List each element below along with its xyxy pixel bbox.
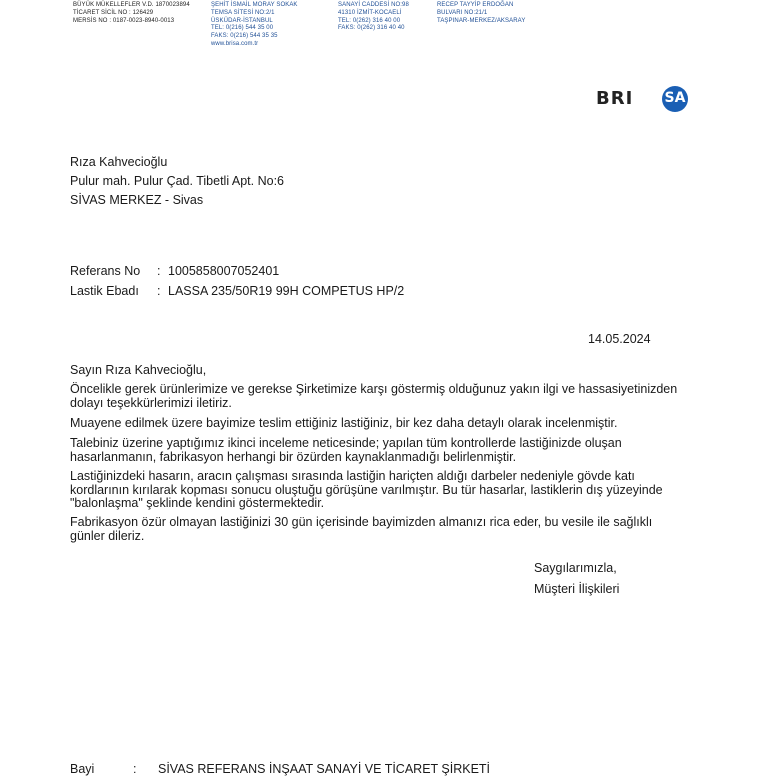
dealer-label: Bayi bbox=[70, 762, 95, 776]
letter-date: 14.05.2024 bbox=[588, 332, 651, 346]
website-line: www.brisa.com.tr bbox=[211, 40, 259, 47]
address-line: ÜSKÜDAR-İSTANBUL bbox=[211, 17, 273, 24]
address-line: TAŞPINAR-MERKEZ/AKSARAY bbox=[437, 17, 526, 24]
dealer-name: SİVAS REFERANS İNŞAAT SANAYİ VE TİCARET ŞİRKETİ bbox=[158, 762, 491, 776]
tire-size-label: Lastik Ebadı bbox=[70, 284, 139, 298]
logo-circle-icon bbox=[662, 86, 688, 112]
paragraph-thanks: Öncelikle gerek ürünlerimize ve gerekse Şirketimize karşı göstermiş olduğunuz yakın ilgi ve hassasiyetinizden dolayı teşekkürlerimizi iletiriz. bbox=[70, 382, 678, 410]
logo-circle-text: SA bbox=[664, 90, 686, 106]
paragraph-inspection: Muayene edilmek üzere bayimize teslim ettiğiniz lastiğiniz, bir kez daha detaylı olarak incelenmiştir. bbox=[70, 416, 618, 430]
recipient-city: SİVAS MERKEZ - Sivas bbox=[70, 193, 204, 207]
reference-colon: : bbox=[157, 264, 161, 278]
trade-registry-line: TİCARET SİCİL NO : 126429 bbox=[73, 9, 154, 16]
tire-size-colon: : bbox=[157, 284, 161, 298]
address-line: SANAYİ CADDESİ NO:98 bbox=[338, 2, 409, 8]
phone-line: TEL: 0(216) 544 35 00 bbox=[211, 25, 274, 32]
paragraph-pickup-request: Fabrikasyon özür olmayan lastiğinizi 30 gün içerisinde bayimizden almanızı rica eder, bu vesile ile sağlıklı günler dileriz. bbox=[70, 515, 653, 543]
letterhead-aksaray-address bbox=[437, 2, 525, 25]
fax-line: FAKS: 0(216) 544 35 35 bbox=[211, 33, 278, 40]
phone-line: TEL: 0(262) 316 40 00 bbox=[338, 17, 401, 24]
address-line: BULVARI NO:21/1 bbox=[437, 9, 488, 16]
brisa-logo bbox=[596, 85, 690, 113]
address-line: RECEP TAYYİP ERDOĞAN bbox=[437, 2, 514, 8]
salutation: Sayın Rıza Kahvecioğlu, bbox=[70, 363, 207, 377]
letterhead-izmit-address bbox=[338, 2, 409, 33]
dealer-colon: : bbox=[133, 762, 137, 776]
logo-text: BRI bbox=[596, 88, 634, 109]
paragraph-result: Talebiniz üzerine yaptığımız ikinci inceleme neticesinde; yapılan tüm kontrollerde lastiğinizde oluşan hasarlanmanın, fabrikasyon herhangi bir özürden kaynaklanmadığı belirlenmiştir. bbox=[70, 436, 622, 464]
recipient-name: Rıza Kahvecioğlu bbox=[70, 155, 168, 169]
tire-size-value: LASSA 235/50R19 99H COMPETUS HP/2 bbox=[168, 284, 405, 298]
paragraph-damage-cause: Lastiğinizdeki hasarın, aracın çalışması sırasında lastiğin hariçten aldığı darbeler nedeniyle gövde katı kordlarının kırılarak kopması sonucu oluştuğu görüşüne varılmıştır. Bu tür hasarlar, lastiklerin dış yüzeyinde "balonlaşma" şeklinde kendini göstermektedir. bbox=[70, 469, 663, 511]
closing-regards: Saygılarımızla, bbox=[534, 561, 617, 575]
tax-office-line: BÜYÜK MÜKELLEFLER V.D. 1870023894 bbox=[73, 2, 190, 8]
address-line: ŞEHİT İSMAİL MORAY SOKAK bbox=[211, 2, 298, 8]
recipient-address: Pulur mah. Pulur Çad. Tibetli Apt. No:6 bbox=[70, 174, 284, 188]
fax-line: FAKS: 0(262) 316 40 40 bbox=[338, 25, 405, 32]
letterhead-istanbul-address bbox=[211, 2, 298, 49]
address-line: TEMSA SİTESİ NO:2/1 bbox=[211, 9, 275, 16]
reference-number: 1005858007052401 bbox=[168, 264, 280, 278]
mersis-line: MERSİS NO : 0187-0023-8940-0013 bbox=[73, 17, 175, 24]
letterhead-tax-info bbox=[73, 2, 190, 25]
closing-department: Müşteri İlişkileri bbox=[534, 582, 620, 596]
address-line: 41310 İZMİT-KOCAELİ bbox=[338, 9, 402, 16]
reference-label: Referans No bbox=[70, 264, 141, 278]
